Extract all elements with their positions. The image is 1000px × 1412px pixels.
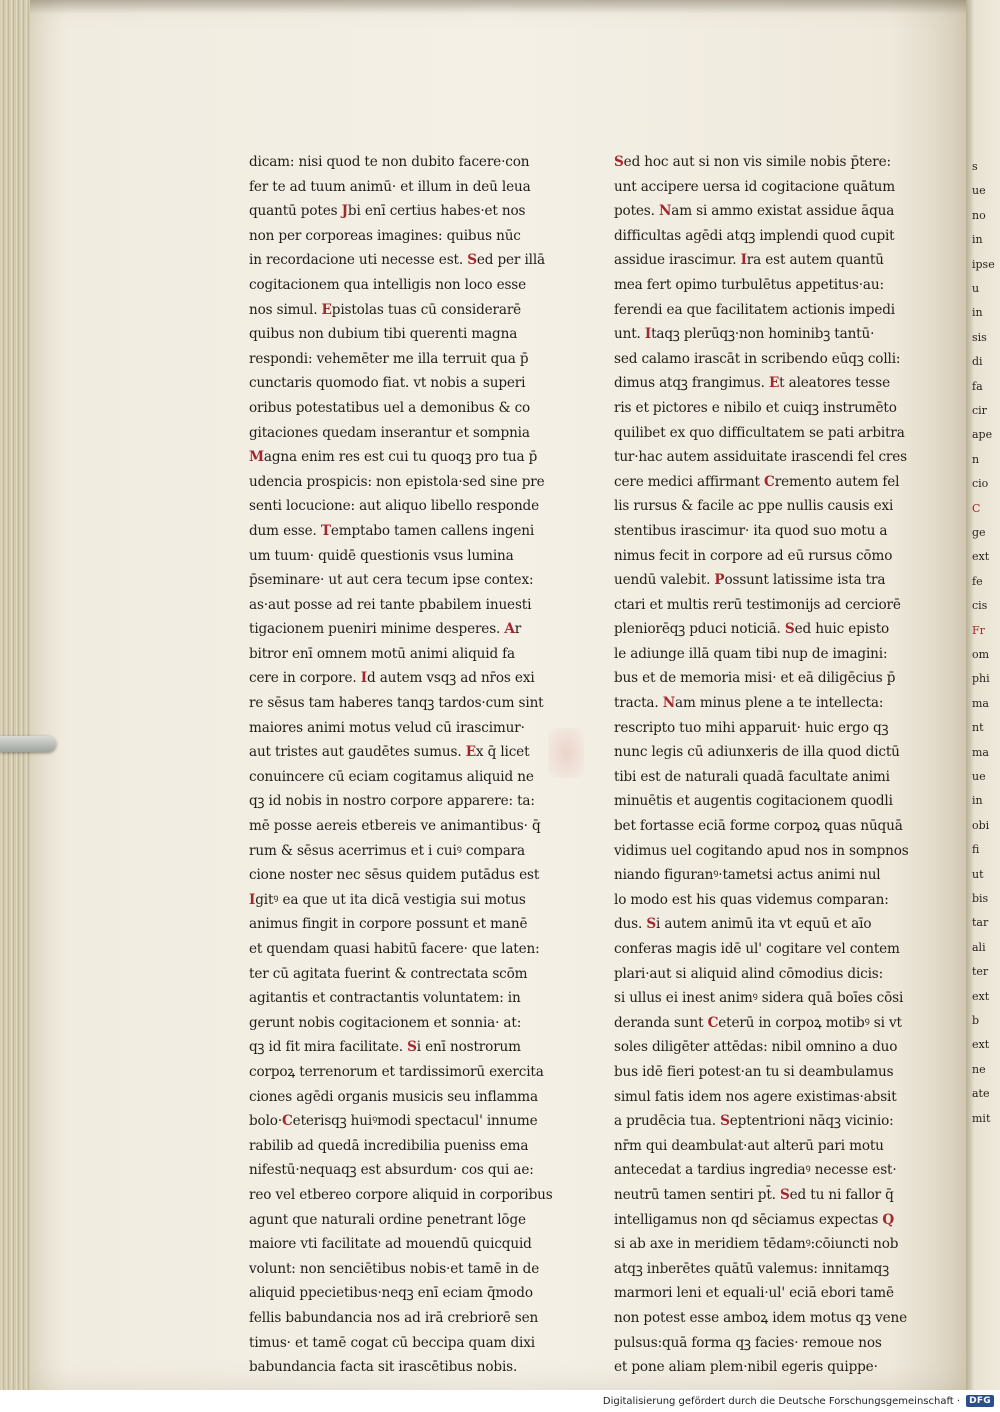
facing-page-fragment: ape: [972, 428, 993, 442]
text-line: [614, 814, 920, 839]
text-line: [614, 494, 920, 519]
text-segment: tigacionem pueniri minime desperes.: [249, 621, 505, 638]
text-segment: timus· et tamē cogat cū beccipa quam dixi: [249, 1334, 535, 1351]
text-segment: qꝫ id nobis in nostro corpore apparere: ta:: [249, 793, 535, 810]
text-segment: soles diligēter attēdas: nibil omnino a duo: [614, 1039, 898, 1056]
text-line: [249, 962, 559, 987]
facing-page-fragment: di: [972, 355, 983, 369]
text-segment: agna enim res est cui tu quoqꝫ pro tua p̄: [263, 449, 538, 466]
text-segment: conferas magis idē ul' cogitare vel contem: [614, 941, 900, 957]
rubricated-initial: S: [779, 1186, 790, 1203]
text-line: [249, 888, 559, 913]
text-line: [614, 962, 920, 987]
text-segment: dus.: [614, 916, 647, 933]
text-segment: gitꝰ ea que ut ita dicā vestigia sui motus: [255, 891, 526, 908]
text-segment: aliquid ppecietibus·neqꝫ enī eciam q̄modo: [249, 1285, 533, 1302]
text-segment: corpoꝝ terrenorum et tardissimorū exercita: [249, 1063, 544, 1080]
text-line: [249, 1183, 559, 1208]
text-line: [614, 298, 920, 323]
text-segment: si ab axe in meridiem tēdamꝰ:cōiuncti nob: [614, 1236, 899, 1253]
text-line: [614, 224, 920, 249]
text-line: [614, 544, 920, 569]
text-segment: ctari et multis rerū testimonijs ad cerciorē: [614, 596, 901, 613]
facing-page-fragment: ipse: [972, 257, 995, 271]
text-column-left: [249, 150, 559, 1380]
facing-page-fragment: in: [972, 794, 983, 808]
rubricated-initial: I: [644, 326, 652, 343]
text-segment: stentibus irascimur· ita quod suo motu a: [614, 522, 888, 539]
facing-page-fragment: b: [972, 1014, 980, 1027]
text-line: [249, 371, 559, 396]
text-segment: bitror enī omnem motū animi aliquid fa: [249, 645, 516, 662]
facing-page-fragment: ue: [972, 770, 986, 783]
text-line: [249, 150, 559, 175]
text-segment: non per corporeas imagines: quibus nūc: [249, 227, 521, 244]
text-line: [614, 986, 920, 1011]
text-segment: mea fert opimo turbulētus appetitus·au:: [614, 276, 884, 293]
text-line: [614, 396, 920, 421]
text-line: [249, 322, 559, 347]
text-line: [614, 863, 920, 888]
facing-page-fragment: Fr: [972, 623, 985, 637]
facing-page-fragment: fe: [972, 574, 983, 588]
text-line: [614, 248, 920, 273]
facing-page-fragment: u: [972, 282, 980, 295]
text-segment: quantū potes: [249, 203, 342, 220]
text-segment: senti locucione: aut aliquo libello responde: [249, 498, 540, 515]
text-segment: in recordacione uti necesse est.: [249, 252, 468, 269]
text-segment: udencia prospicis: non epistola·sed sine pre: [249, 473, 545, 490]
facing-page-fragment: bis: [972, 892, 989, 905]
rubricated-initial: C: [282, 1113, 293, 1130]
text-segment: agitantis et contractantis voluntatem: in: [249, 990, 521, 1007]
text-segment: et pone aliam plem·nibil egeris quippe·: [614, 1359, 878, 1376]
text-segment: a prudēcia tua.: [614, 1113, 721, 1130]
text-line: [614, 470, 920, 495]
text-segment: fellis babundancia nos ad irā crebriorē sen: [249, 1309, 539, 1326]
text-segment: marmori leni et equali·ul' eciā ebori tamē: [614, 1285, 894, 1302]
text-segment: le adiunge illā quam tibi nup de imagini:: [614, 645, 888, 662]
text-line: [249, 1158, 559, 1183]
text-line: [249, 1232, 559, 1257]
rubricated-initial: S: [407, 1039, 417, 1056]
text-segment: rum & sēsus acerrimus et i cuiꝰ compara: [249, 842, 525, 859]
text-segment: lis rursus & facile ac ppe nullis causis exi: [614, 498, 894, 515]
text-segment: gerunt nobis cogitacionem et sonnia· at:: [249, 1014, 522, 1031]
text-line: [614, 175, 920, 200]
facing-page-edge: [966, 0, 1000, 1390]
rubricated-initial: E: [321, 301, 332, 318]
text-segment: tibi est de naturali quadā facultate animi: [614, 768, 890, 785]
facing-page-fragment: ue: [972, 184, 986, 198]
text-segment: simul fatis idem nos agere existimas·absit: [614, 1088, 897, 1105]
rubricated-initial: S: [646, 916, 656, 933]
facing-page-fragment: om: [972, 648, 990, 661]
text-line: [249, 1306, 559, 1331]
dfg-logo[interactable]: DFG: [966, 1395, 994, 1407]
page-weight-clip: [0, 736, 56, 752]
rubricated-initial: M: [249, 449, 264, 466]
text-segment: pistolas tuas cū considerarē: [331, 301, 522, 318]
facing-page-fragment: ali: [972, 940, 986, 954]
text-line: [614, 519, 920, 544]
text-segment: oribus potestatibus uel a demonibus & co: [249, 399, 531, 416]
text-segment: t aleatores tesse: [779, 375, 890, 392]
text-line: [249, 986, 559, 1011]
facing-page-fragment: cio: [972, 477, 989, 491]
text-line: [614, 593, 920, 618]
text-segment: non potest esse amboꝝ idem motus qꝫ vene: [614, 1309, 907, 1326]
text-segment: plari·aut si aliquid alind cōmodius dicis:: [614, 965, 884, 982]
text-line: [249, 1355, 559, 1380]
text-segment: bus idē fieri potest·an tu si deambulamus: [614, 1063, 894, 1080]
text-line: [614, 789, 920, 814]
text-line: [249, 593, 559, 618]
text-segment: emptabo tamen callens ingeni: [330, 522, 535, 539]
text-line: [249, 789, 559, 814]
text-segment: deranda sunt: [614, 1014, 708, 1031]
facing-page-fragment: n: [972, 452, 980, 466]
facing-page-fragment: ext: [972, 989, 990, 1003]
text-line: [614, 691, 920, 716]
text-line: [614, 199, 920, 224]
text-segment: i enī nostrorum: [416, 1039, 521, 1056]
facing-page-fragment: C: [972, 501, 981, 515]
text-segment: atqꝫ inberētes quātū valemus: innitamqꝫ: [614, 1260, 889, 1277]
text-segment: tracta.: [614, 695, 663, 712]
text-line: [249, 1331, 559, 1356]
facing-page-fragment: phi: [972, 672, 990, 686]
text-segment: quilibet ex quo difficultatem se pati arbitra: [614, 424, 905, 441]
page-shadow: [30, 0, 966, 14]
text-line: [614, 1355, 920, 1380]
rubricated-initial: I: [249, 891, 256, 908]
text-segment: cogitacionem qua intelligis non loco esse: [249, 276, 527, 293]
text-segment: et quendam quasi habitū facere· que laten:: [249, 941, 540, 957]
facing-page-fragment: obi: [972, 818, 990, 832]
text-line: [614, 1085, 920, 1110]
text-line: [249, 1134, 559, 1159]
rubricated-initial: S: [784, 621, 795, 638]
text-segment: nunc legis cū adiunxeris de illa quod dictū: [614, 744, 900, 761]
facing-page-fragment: ge: [972, 526, 986, 539]
text-segment: cere in corpore.: [249, 670, 361, 687]
text-segment: sed calamo irascāt in scribendo eūqꝫ colli:: [614, 350, 901, 367]
facing-page-fragment: fi: [972, 843, 980, 857]
text-segment: ciones agēdi organis musicis seu inflamma: [249, 1088, 538, 1105]
text-line: [249, 273, 559, 298]
rubricated-initial: A: [504, 621, 515, 638]
text-segment: rabilib ad quedā incredibilia pueniss ema: [249, 1137, 529, 1154]
facing-page-fragment: s: [972, 160, 978, 173]
text-line: [614, 839, 920, 864]
text-line: [614, 421, 920, 446]
text-line: [614, 765, 920, 790]
text-line: [614, 1035, 920, 1060]
rubricated-initial: T: [320, 522, 331, 539]
text-segment: ossunt latissime ista tra: [724, 572, 886, 589]
text-line: [249, 666, 559, 691]
text-line: [614, 1208, 920, 1233]
text-line: [249, 298, 559, 323]
text-segment: ferendi ea que facilitatem actionis impedi: [614, 301, 895, 318]
text-segment: si ullus ei inest animꝰ sidera quā boīes cōsi: [614, 990, 904, 1007]
text-line: [614, 445, 920, 470]
facing-page-fragment: ut: [972, 867, 984, 881]
rubricated-initial: P: [714, 572, 725, 589]
text-segment: r: [514, 621, 522, 638]
text-line: [614, 150, 920, 175]
text-line: [249, 814, 559, 839]
text-line: [249, 839, 559, 864]
text-line: [614, 1109, 920, 1134]
text-line: [614, 322, 920, 347]
facing-page-fragment: tar: [972, 916, 989, 930]
rubricated-initial: C: [707, 1014, 719, 1031]
text-segment: unt accipere uersa id cogitacione quātum: [614, 178, 896, 195]
text-line: [614, 1232, 920, 1257]
text-line: [249, 716, 559, 741]
text-segment: ra est autem quantū: [746, 252, 884, 269]
rubricated-initial: N: [662, 695, 675, 712]
text-line: [249, 519, 559, 544]
text-line: [614, 888, 920, 913]
text-segment: nimus fecit in corpore ad eū rursus cōmo: [614, 547, 893, 564]
text-segment: um tuum· quidē questionis vsus lumina: [249, 547, 514, 564]
facing-page-fragment: ext: [972, 1038, 990, 1052]
facing-page-fragment: cis: [972, 599, 988, 613]
text-line: [249, 740, 559, 765]
text-segment: x q̄ licet: [475, 744, 530, 761]
text-segment: ed hoc aut si non vis simile nobis p̄tere:: [623, 154, 891, 170]
text-line: [249, 1281, 559, 1306]
facing-page-fragment: in: [972, 306, 983, 320]
text-line: [249, 494, 559, 519]
text-segment: cere medici affirmant: [614, 473, 765, 490]
text-line: [614, 1331, 920, 1356]
text-line: [614, 347, 920, 372]
rubricated-initial: E: [465, 744, 476, 761]
text-line: [249, 347, 559, 372]
rubricated-initial: S: [614, 154, 624, 170]
rubricated-initial: N: [658, 203, 672, 220]
text-segment: i autem animū ita vt equū et aīo: [656, 916, 872, 933]
rubricated-initial: I: [740, 252, 747, 269]
text-line: [249, 175, 559, 200]
text-segment: agunt que naturali ordine penetrant lōge: [249, 1211, 526, 1228]
text-segment: niando figuranꝰ·tametsi actus animi nul: [614, 867, 881, 884]
text-segment: taqꝫ plerūqꝫ·non hominibꝫ tantū·: [651, 326, 875, 343]
text-line: [614, 617, 920, 642]
facing-page-fragment: ter: [972, 965, 989, 979]
text-segment: ter cū agitata fuerint & contrectata scōm: [249, 965, 528, 982]
text-line: [614, 1060, 920, 1085]
facing-page-fragment: sis: [972, 330, 987, 344]
text-segment: dimus atqꝫ frangimus.: [614, 375, 769, 392]
text-segment: bet fortasse eciā forme corpoꝝ quas nūquā: [614, 818, 903, 835]
text-line: [614, 716, 920, 741]
text-segment: eterisqꝫ huiꝰmodi spectacul' innume: [292, 1113, 538, 1130]
text-line: [614, 1158, 920, 1183]
text-line: [249, 421, 559, 446]
text-segment: mē posse aereis etbereis ve animantibus· q̄: [249, 818, 541, 835]
text-segment: bus et de memoria misi· et eā diligēcius p̄: [614, 670, 896, 687]
text-line: [614, 937, 920, 962]
text-segment: conuincere cū eciam cogitamus aliquid ne: [249, 768, 534, 785]
text-line: [249, 248, 559, 273]
text-segment: vidimus uel cogitando apud nos in sompnos: [614, 842, 909, 859]
text-segment: quibus non dubium tibi querenti magna: [249, 326, 518, 343]
text-line: [614, 1011, 920, 1036]
text-line: [614, 1134, 920, 1159]
text-line: [249, 617, 559, 642]
text-segment: assidue irascimur.: [614, 252, 741, 269]
text-segment: d autem vsqꝫ ad nr̄os exi: [366, 670, 535, 687]
text-line: [614, 740, 920, 765]
text-segment: remento autem fel: [774, 473, 900, 490]
facing-page-fragment: ate: [972, 1087, 990, 1101]
text-segment: fer te ad tuum animū· et illum in deū leua: [249, 178, 531, 195]
text-line: [249, 396, 559, 421]
text-segment: bi enī certius habes·et nos: [347, 203, 526, 220]
text-line: [249, 912, 559, 937]
text-segment: eterū in corpoꝝ motibꝰ si vt: [718, 1014, 902, 1031]
text-line: [249, 1011, 559, 1036]
text-line: [614, 1281, 920, 1306]
text-line: [249, 691, 559, 716]
text-segment: volunt: non senciētibus nobis·et tamē in de: [249, 1260, 540, 1277]
text-segment: as·aut posse ad rei tante pbabilem inuesti: [249, 596, 532, 613]
text-line: [614, 273, 920, 298]
rubricated-initial: S: [720, 1113, 730, 1130]
facing-page-fragment: ma: [972, 745, 989, 759]
text-segment: gitaciones quedam inserantur et sompnia: [249, 424, 530, 441]
text-line: [614, 1257, 920, 1282]
rubricated-initial: J: [341, 203, 348, 220]
text-segment: dum esse.: [249, 522, 321, 539]
footer-bar: [0, 1390, 1000, 1412]
text-column-right: [614, 150, 920, 1380]
text-segment: potes.: [614, 203, 659, 220]
facing-page-fragment: ext: [972, 550, 990, 564]
text-line: [614, 1183, 920, 1208]
text-segment: ed per illā: [476, 252, 545, 269]
text-segment: ed huic episto: [794, 621, 890, 638]
text-line: [614, 1306, 920, 1331]
facing-page-fragment: ne: [972, 1062, 986, 1076]
text-segment: cunctaris quomodo fiat. vt nobis a superi: [249, 375, 526, 392]
text-line: [249, 224, 559, 249]
text-segment: unt.: [614, 326, 645, 343]
text-line: [614, 912, 920, 937]
text-segment: minuētis et augentis cogitacionem quodli: [614, 793, 893, 810]
facing-page-fragment: cir: [972, 404, 987, 417]
text-segment: bolo·: [249, 1113, 282, 1130]
text-segment: nos simul.: [249, 301, 322, 318]
text-segment: reo vel etbereo corpore aliquid in corporibus: [249, 1186, 553, 1203]
text-segment: ris et pictores e nibilo et cuiqꝫ instrumēto: [614, 399, 897, 416]
text-line: [249, 1060, 559, 1085]
facing-page-fragment: ma: [972, 696, 989, 710]
facing-page-fragment: in: [972, 233, 983, 247]
text-line: [249, 445, 559, 470]
facing-page-fragment: no: [972, 208, 986, 222]
text-segment: eptentrioni nāqꝫ vicinio:: [729, 1113, 894, 1130]
text-segment: p̄seminare· ut aut cera tecum ipse contex:: [249, 572, 534, 589]
text-line: [614, 642, 920, 667]
text-line: [249, 199, 559, 224]
text-segment: rescripto tuo mihi apparuit· huic ergo qꝫ: [614, 719, 889, 736]
text-segment: tur·hac autem assiduitate irascendi fel cres: [614, 449, 908, 466]
text-segment: qꝫ id fit mira facilitate.: [249, 1039, 408, 1056]
facing-page-fragment: fa: [972, 379, 983, 393]
text-segment: am minus plene a te intellecta:: [674, 695, 884, 712]
text-segment: animus fingit in corpore possunt et manē: [249, 916, 528, 933]
text-line: [249, 937, 559, 962]
text-segment: babundancia facta sit irascētibus nobis.: [249, 1359, 518, 1376]
text-line: [249, 1109, 559, 1134]
text-segment: nifestū·nequaqꝫ est absurdum· cos qui ae:: [249, 1162, 534, 1179]
text-segment: respondi: vehemēter me illa terruit qua p̄: [249, 350, 529, 367]
text-line: [249, 1257, 559, 1282]
text-segment: lo modo est his quas videmus comparan:: [614, 891, 889, 908]
rubricated-initial: C: [764, 473, 775, 490]
text-segment: maiores animi motus velud cū irascimur·: [249, 719, 525, 736]
text-segment: neutrū tamen sentiri pt̄.: [614, 1186, 780, 1203]
text-line: [249, 1208, 559, 1233]
rubricated-initial: S: [467, 252, 477, 269]
text-segment: aut tristes aut gaudētes sumus.: [249, 744, 466, 761]
text-line: [614, 568, 920, 593]
text-line: [249, 544, 559, 569]
text-segment: am si ammo existat assidue āqua: [671, 203, 895, 220]
text-segment: difficultas agēdi atqꝫ implendi quod cupit: [614, 227, 895, 244]
text-line: [249, 863, 559, 888]
facing-page-fragment: mit: [972, 1111, 991, 1125]
text-line: [249, 1035, 559, 1060]
text-line: [614, 666, 920, 691]
text-segment: re sēsus tam haberes tanqꝫ tardos·cum sint: [249, 695, 544, 712]
text-segment: nr̄m qui deambulat·aut alterū pari motu: [614, 1137, 884, 1154]
text-segment: dicam: nisi quod te non dubito facere·con: [249, 154, 530, 170]
text-segment: uendū valebit.: [614, 572, 715, 589]
footer-credit: Digitalisierung gefördert durch die Deutsche Forschungsgemeinschaft ·: [602, 1395, 961, 1407]
text-segment: cione noster nec sēsus quidem putādus est: [249, 867, 540, 884]
text-line: [249, 1085, 559, 1110]
rubricated-initial: E: [768, 375, 780, 392]
text-line: [249, 642, 559, 667]
text-segment: pleniorēqꝫ pduci noticiā.: [614, 621, 785, 638]
text-segment: maiore vti facilitate ad mouendū quicquid: [249, 1236, 532, 1253]
text-line: [249, 568, 559, 593]
text-segment: intelligamus non qd sēciamus expectas: [614, 1211, 883, 1228]
facing-page-fragment: nt: [972, 721, 984, 735]
text-line: [614, 371, 920, 396]
text-line: [249, 470, 559, 495]
text-segment: pulsus:quā forma qꝫ facies· remoue nos: [614, 1334, 882, 1351]
rubricated-initial: I: [360, 670, 367, 687]
text-segment: antecedat a tardius ingrediaꝰ necesse est·: [614, 1162, 897, 1179]
text-line: [249, 765, 559, 790]
rubricated-initial: Q: [882, 1211, 895, 1228]
text-segment: ed tu ni fallor q̄: [789, 1186, 894, 1203]
